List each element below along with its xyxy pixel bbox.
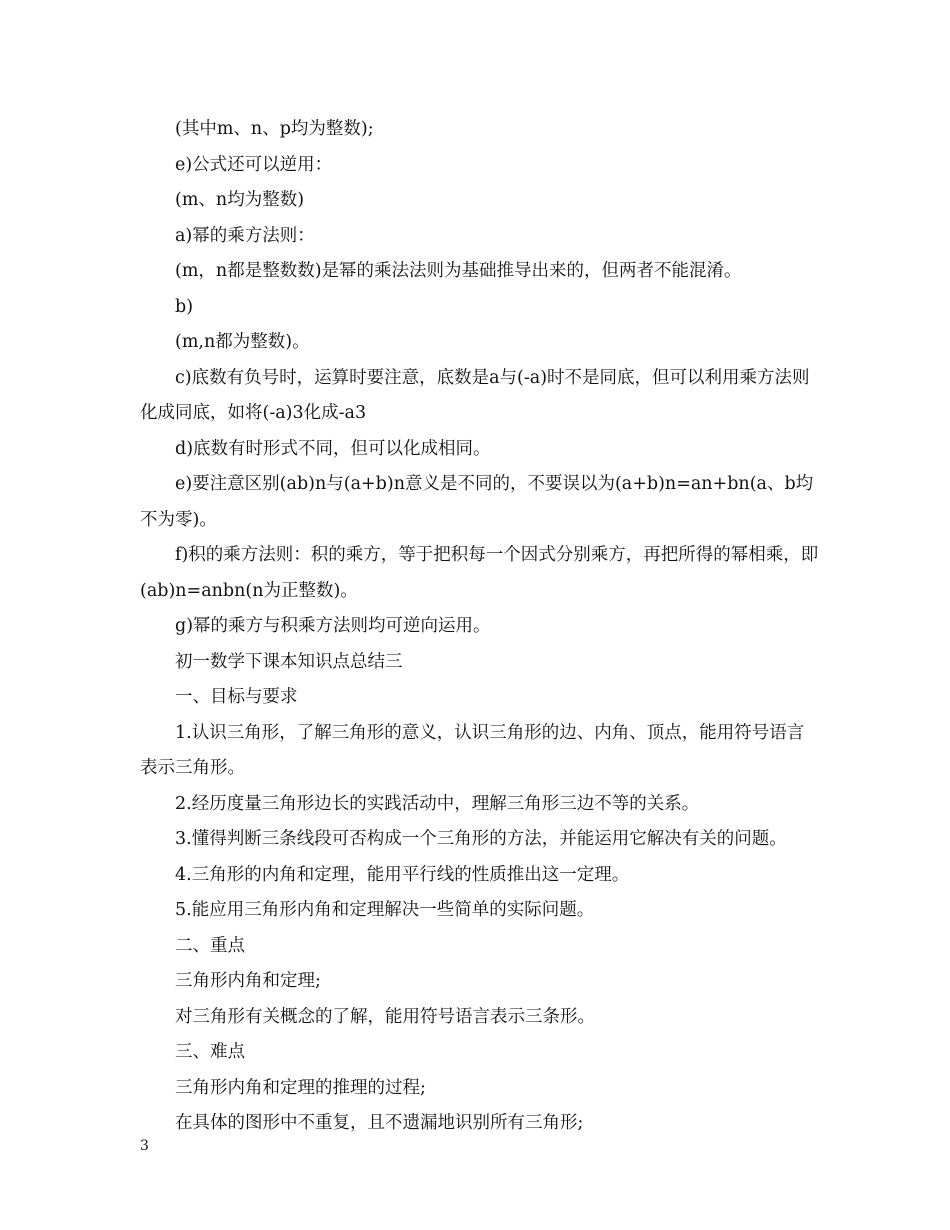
section-heading: 初一数学下课本知识点总结三 [175, 651, 403, 672]
section-heading: 三、难点 [175, 1042, 245, 1062]
paragraph: (m,n都为整数)。 [175, 332, 310, 352]
document-body [140, 112, 820, 1142]
paragraph: (m、n均为整数) [175, 190, 305, 210]
paragraph: e)公式还可以逆用： [175, 154, 333, 175]
paragraph: b) [175, 296, 194, 317]
section-heading: 二、重点 [175, 935, 245, 956]
paragraph: a)幂的乘方法则： [175, 225, 315, 246]
list-item: 5.能应用三角形内角和定理解决一些简单的实际问题。 [175, 900, 595, 920]
section-heading: 一、目标与要求 [175, 687, 298, 707]
paragraph: d)底数有时形式不同，但可以化成相同。 [175, 438, 491, 459]
paragraph: e)要注意区别(ab)n与(a+b)n意义是不同的，不要误以为(a+b)n=an+bn(a、b均不为零)。 [140, 474, 814, 530]
paragraph: f)积的乘方法则：积的乘方，等于把积每一个因式分别乘方，再把所得的幂相乘，即(ab)n=anbn(n为正整数)。 [140, 545, 819, 601]
paragraph: 在具体的图形中不重复，且不遗漏地识别所有三角形; [175, 1113, 584, 1133]
paragraph: (m，n都是整数数)是幂的乘法法则为基础推导出来的，但两者不能混淆。 [175, 261, 742, 281]
paragraph: 对三角形有关概念的了解，能用符号语言表示三条形。 [175, 1006, 595, 1027]
list-item: 1.认识三角形，了解三角形的意义，认识三角形的边、内角、顶点，能用符号语言表示三角形。 [140, 722, 805, 778]
list-item: 2.经历度量三角形边长的实践活动中，理解三角形三边不等的关系。 [175, 793, 700, 814]
paragraph: 三角形内角和定理; [175, 971, 321, 991]
paragraph: (其中m、n、p均为整数); [175, 119, 374, 139]
page-number: 3 [140, 1138, 149, 1154]
paragraph: 三角形内角和定理的推理的过程; [175, 1077, 426, 1098]
list-item: 3.懂得判断三条线段可否构成一个三角形的方法，并能运用它解决有关的问题。 [175, 829, 787, 849]
paragraph: c)底数有负号时，运算时要注意，底数是a与(-a)时不是同底，但可以利用乘方法则化成同底，如将(-a)3化成-a3 [140, 367, 810, 423]
list-item: 4.三角形的内角和定理，能用平行线的性质推出这一定理。 [175, 864, 630, 885]
paragraph: g)幂的乘方与积乘方法则均可逆向运用。 [175, 616, 491, 636]
